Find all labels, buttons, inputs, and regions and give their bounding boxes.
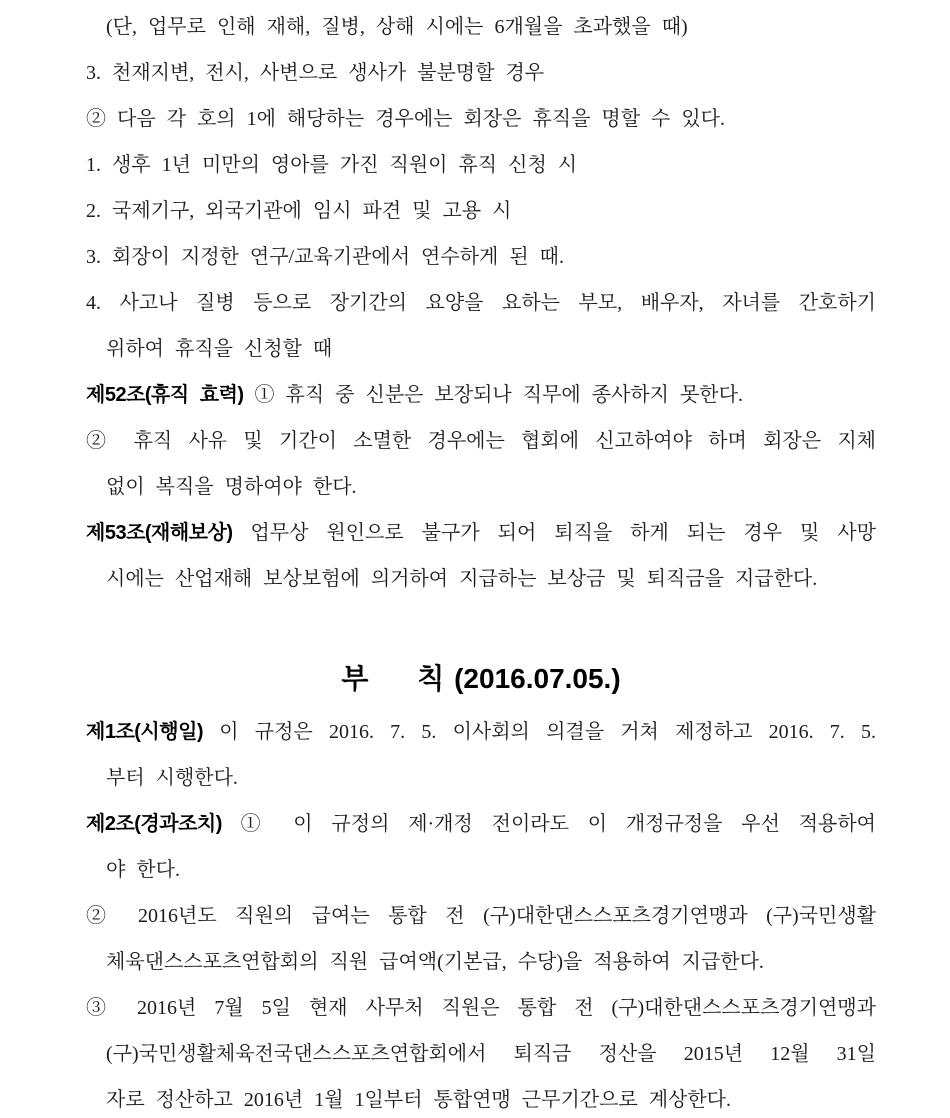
text-line xyxy=(86,893,876,939)
text-run: 시에는 산업재해 보상보험에 의거하여 지급하는 보상금 및 퇴직금을 지급한다. xyxy=(106,568,818,590)
article-label: 제1조(시행일) xyxy=(86,721,204,743)
text-run: ② 휴직 사유 및 기간이 소멸한 경우에는 협회에 신고하여야 하며 회장은 지체 xyxy=(86,430,876,452)
text-run: 체육댄스스포츠연합회의 직원 급여액(기본급, 수당)을 적용하여 지급한다. xyxy=(106,951,764,973)
text-line xyxy=(86,464,876,510)
text-line xyxy=(86,188,876,234)
text-run: 야 한다. xyxy=(106,859,180,881)
text-line xyxy=(86,1077,876,1118)
text-run: 자로 정산하고 2016년 1월 1일부터 통합연맹 근무기간으로 계상한다. xyxy=(106,1089,731,1111)
text-line xyxy=(86,326,876,372)
article-label: 제2조(경과조치) xyxy=(86,813,222,835)
text-line xyxy=(86,709,876,755)
text-run: ② 다음 각 호의 1에 해당하는 경우에는 회장은 휴직을 명할 수 있다. xyxy=(86,108,725,130)
text-run: (구)국민생활체육전국댄스스포츠연합회에서 퇴직금 정산을 2015년 12월 31일 xyxy=(106,1043,876,1065)
text-line xyxy=(86,4,876,50)
article-label: 제52조(휴직 효력) xyxy=(86,384,244,406)
text-run: 3. 천재지변, 전시, 사변으로 생사가 불분명할 경우 xyxy=(86,62,545,84)
text-run: ① 휴직 중 신분은 보장되나 직무에 종사하지 못한다. xyxy=(243,384,743,406)
addendum-section xyxy=(86,709,876,1118)
text-line xyxy=(86,985,876,1031)
text-run: 부터 시행한다. xyxy=(106,767,238,789)
text-line xyxy=(86,418,876,464)
text-run: 2. 국제기구, 외국기관에 임시 파견 및 고용 시 xyxy=(86,200,512,222)
text-line xyxy=(86,939,876,985)
text-line xyxy=(86,234,876,280)
text-line xyxy=(86,556,876,602)
text-run: (단, 업무로 인해 재해, 질병, 상해 시에는 6개월을 초과했을 때) xyxy=(106,16,688,38)
text-line xyxy=(86,510,876,556)
text-line xyxy=(86,50,876,96)
text-run: 위하여 휴직을 신청할 때 xyxy=(106,338,333,360)
text-line xyxy=(86,142,876,188)
text-run: 4. 사고나 질병 등으로 장기간의 요양을 요하는 부모, 배우자, 자녀를 간호하기 xyxy=(86,292,876,314)
text-line xyxy=(86,372,876,418)
text-line xyxy=(86,1031,876,1077)
articles-section xyxy=(86,4,876,602)
text-run: 1. 생후 1년 미만의 영아를 가진 직원이 휴직 신청 시 xyxy=(86,154,578,176)
text-run: ② 2016년도 직원의 급여는 통합 전 (구)대한댄스스포츠경기연맹과 (구)국민생활 xyxy=(86,905,876,927)
text-run: 이 규정은 2016. 7. 5. 이사회의 의결을 거쳐 제정하고 2016. 7. 5. xyxy=(203,721,876,743)
text-line xyxy=(86,755,876,801)
text-line xyxy=(86,847,876,893)
text-line xyxy=(86,801,876,847)
text-line xyxy=(86,96,876,142)
text-run: 3. 회장이 지정한 연구/교육기관에서 연수하게 된 때. xyxy=(86,246,564,268)
text-run: 업무상 원인으로 불구가 되어 퇴직을 하게 되는 경우 및 사망 xyxy=(232,522,876,544)
text-run: 없이 복직을 명하여야 한다. xyxy=(106,476,357,498)
text-line xyxy=(86,280,876,326)
article-label: 제53조(재해보상) xyxy=(86,522,233,544)
addendum-heading: 부 칙 (2016.07.05.) xyxy=(341,663,621,694)
text-run: ① 이 규정의 제·개정 전이라도 이 개정규정을 우선 적용하여 xyxy=(221,813,876,835)
text-run: ③ 2016년 7월 5일 현재 사무처 직원은 통합 전 (구)대한댄스스포츠경기연맹과 xyxy=(86,997,876,1019)
